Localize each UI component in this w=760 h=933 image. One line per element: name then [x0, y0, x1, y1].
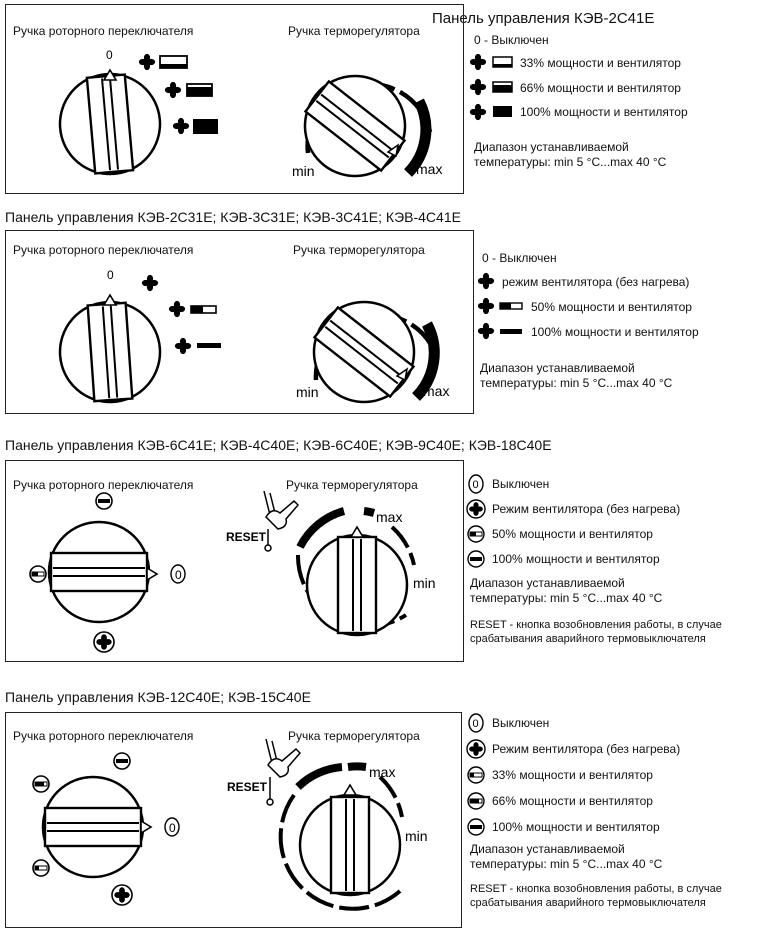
fan-icon: [165, 82, 181, 98]
fan-icon: [173, 118, 189, 134]
panel3-reset-note-line1: RESET - кнопка возобновления работы, в случае: [470, 619, 722, 631]
power-100-icon: [493, 106, 512, 117]
panel1-legend-33: 33% мощности и вентилятор: [520, 56, 681, 70]
panel2-zero-mark: 0: [107, 268, 114, 282]
panel2-legend-off: 0 - Выключен: [482, 251, 557, 265]
panel2-range-line1: Диапазон устанавливаемой: [480, 361, 635, 375]
panel2-range-line2: температуры: min 5 °C...max 40 °C: [480, 376, 673, 390]
panel1-zero-mark: 0: [106, 48, 113, 62]
panel1-range-line2: температуры: min 5 °C...max 40 °C: [474, 155, 667, 169]
panel3-min-label: min: [413, 575, 436, 591]
panel4-diagram: [0, 705, 470, 930]
panel1-max-label: max: [416, 161, 443, 177]
panel1-thermo-label: Ручка терморегулятора: [288, 24, 420, 38]
panel2-legend-fan: режим вентилятора (без нагрева): [502, 275, 690, 289]
panel4-thermo-label: Ручка терморегулятора: [288, 729, 420, 743]
panel4-thermo-knob[interactable]: [300, 795, 400, 895]
panel3-rotary-pointer-icon: [147, 568, 157, 580]
panel4-legend-33: 33% мощности и вентилятор: [492, 768, 653, 782]
panel4-reset-note-line2: срабатывания аварийного термовыключателя: [470, 897, 706, 909]
fan-icon: [169, 301, 185, 317]
panel3-legend-fan: Режим вентилятора (без нагрева): [492, 502, 681, 516]
panel1-legend-off: 0 - Выключен: [474, 33, 549, 47]
panel3-range-line2: температуры: min 5 °C...max 40 °C: [470, 591, 663, 605]
panel3-thermo-pointer-icon: [351, 527, 363, 537]
panel4-legend-100: 100% мощности и вентилятор: [492, 820, 660, 834]
reset-hand-icon: [266, 739, 300, 805]
fan-icon: [478, 298, 494, 314]
panel2-legend-50: 50% мощности и вентилятор: [531, 300, 692, 314]
panel4-reset-label[interactable]: RESET: [227, 780, 268, 794]
panel4-legend-off: Выключен: [492, 716, 550, 730]
panel1-rotary-knob[interactable]: [56, 70, 164, 178]
fan-icon: [470, 104, 486, 120]
panel2-rotary-pointer-icon: [104, 295, 116, 305]
panel2-legend-100: 100% мощности и вентилятор: [531, 325, 699, 339]
power-100-icon: [197, 343, 221, 348]
svg-text:0: 0: [472, 718, 479, 730]
panel2-title: Панель управления КЭВ-2С31Е; КЭВ-3С31Е; КЭВ-3С41Е; КЭВ-4С41Е: [5, 209, 461, 225]
panel3-rotary-knob[interactable]: [49, 522, 149, 622]
panel4-max-label: max: [369, 764, 396, 780]
panel4-range-line1: Диапазон устанавливаемой: [470, 842, 625, 856]
reset-hand-icon: [264, 491, 298, 551]
panel4-range-line2: температуры: min 5 °C...max 40 °C: [470, 857, 663, 871]
panel1-rotary-label: Ручка роторного переключателя: [13, 24, 194, 38]
panel2-rotary-knob[interactable]: [57, 299, 164, 406]
panel3-legend-50: 50% мощности и вентилятор: [492, 527, 653, 541]
panel3-reset-label[interactable]: RESET: [226, 530, 267, 544]
panel1-diagram: [0, 0, 470, 200]
panel1-legend-icons: [470, 54, 516, 124]
panel4-rotary-pointer-icon: [141, 821, 151, 833]
panel4-legend-66: 66% мощности и вентилятор: [492, 794, 653, 808]
power-100-icon: [193, 119, 218, 134]
panel3-zero-mark: 0: [175, 568, 182, 582]
panel3-diagram: [0, 455, 470, 665]
panel1-legend-66: 66% мощности и вентилятор: [520, 81, 681, 95]
panel4-title: Панель управления КЭВ-12С40Е; КЭВ-15С40Е: [5, 689, 311, 705]
panel2-max-label: max: [423, 383, 450, 399]
panel1-title: Панель управления КЭВ-2С41Е: [432, 10, 655, 27]
panel2-diagram: [0, 225, 480, 415]
panel4-min-label: min: [405, 828, 428, 844]
panel2-thermo-label: Ручка терморегулятора: [293, 243, 425, 257]
panel4-rotary-knob[interactable]: [43, 777, 143, 877]
fan-icon: [470, 54, 486, 70]
fan-icon: [139, 54, 155, 70]
fan-icon: [175, 338, 191, 354]
panel4-reset-note-line1: RESET - кнопка возобновления работы, в случае: [470, 883, 722, 895]
fan-icon: [478, 323, 494, 339]
power-100-icon: [500, 329, 522, 334]
panel1-range-line1: Диапазон устанавливаемой: [474, 140, 629, 154]
panel1-legend-100: 100% мощности и вентилятор: [520, 105, 688, 119]
panel3-rotary-label: Ручка роторного переключателя: [13, 478, 194, 492]
panel3-max-label: max: [376, 509, 403, 525]
panel4-zero-mark: 0: [169, 821, 176, 835]
panel3-thermo-label: Ручка терморегулятора: [286, 478, 418, 492]
panel1-min-label: min: [292, 163, 315, 179]
panel3-legend-100: 100% мощности и вентилятор: [492, 552, 660, 566]
panel3-title: Панель управления КЭВ-6С41Е; КЭВ-4С40Е; КЭВ-6С40Е; КЭВ-9С40Е; КЭВ-18С40Е: [5, 437, 552, 453]
panel2-min-label: min: [296, 384, 319, 400]
panel3-reset-note-line2: срабатывания аварийного термовыключателя: [470, 633, 706, 645]
panel2-rotary-label: Ручка роторного переключателя: [13, 243, 194, 257]
fan-icon: [142, 275, 158, 291]
panel4-legend-fan: Режим вентилятора (без нагрева): [492, 742, 681, 756]
panel3-thermo-knob[interactable]: [307, 535, 407, 635]
panel4-rotary-label: Ручка роторного переключателя: [13, 729, 194, 743]
panel3-legend-off: Выключен: [492, 477, 550, 491]
panel4-thermo-pointer-icon: [344, 785, 356, 795]
panel3-range-line1: Диапазон устанавливаемой: [470, 576, 625, 590]
fan-icon: [478, 273, 494, 289]
svg-text:0: 0: [472, 479, 479, 491]
fan-icon: [470, 79, 486, 95]
